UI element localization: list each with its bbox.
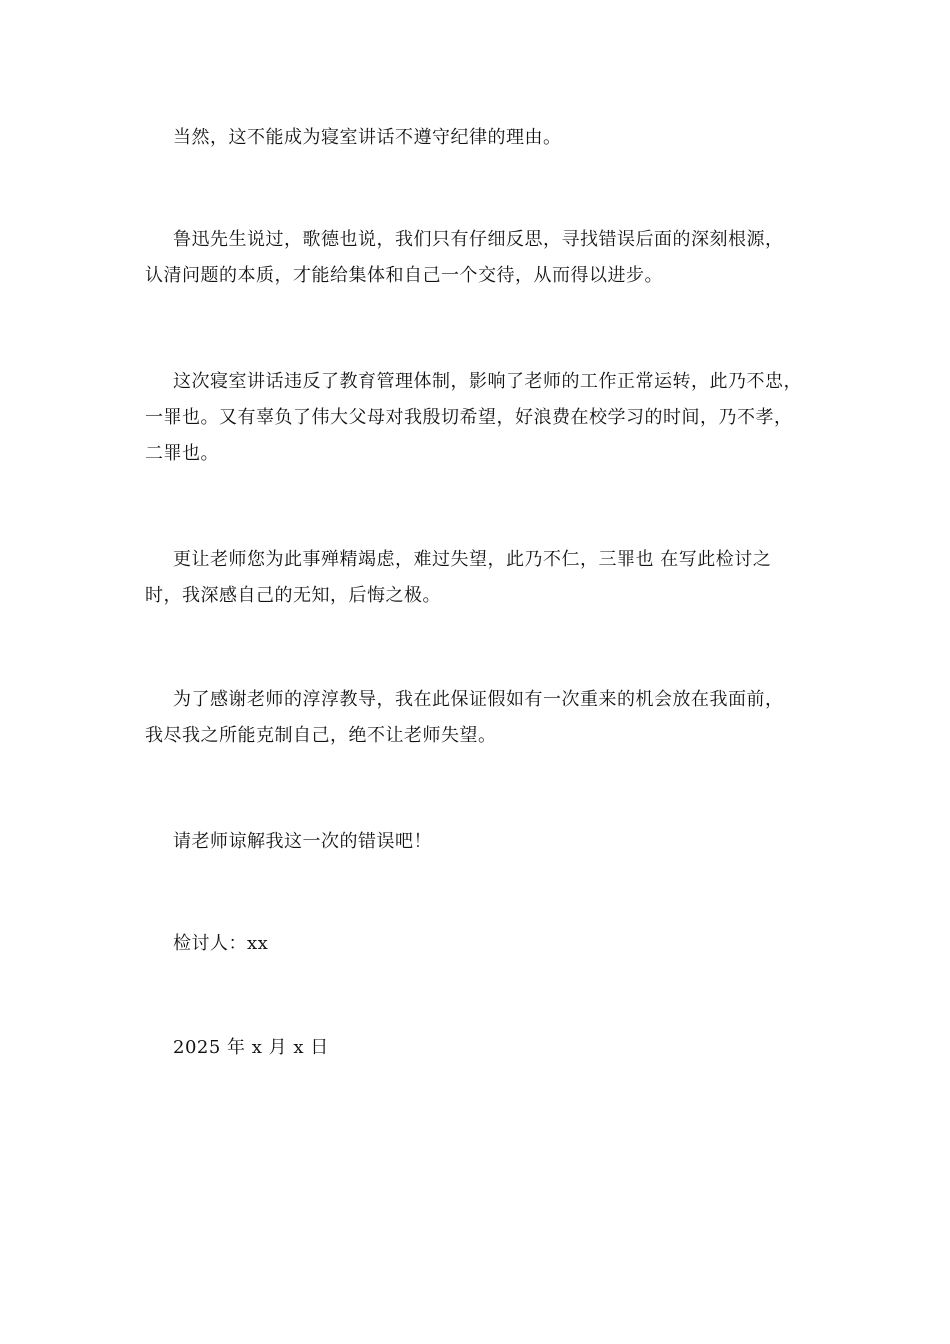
date-text: 2025 年 x 月 x 日 [173,1037,329,1058]
paragraph-lu-xun-quote [145,222,810,294]
paragraph-reason [145,120,810,156]
paragraph-line: 这次寝室讲话违反了教育管理体制，影响了老师的工作正常运转，此乃不忠， [173,371,802,392]
paragraph-line: 更让老师您为此事殚精竭虑，难过失望，此乃不仁，三罪也 在写此检讨之 [173,549,772,570]
paragraph-first-second-fault [145,364,810,472]
paragraph-line: 当然，这不能成为寝室讲话不遵守纪律的理由。 [173,127,562,148]
date-line [145,1030,810,1066]
paragraph-line: 一罪也。又有辜负了伟大父母对我殷切希望，好浪费在校学习的时间，乃不孝， [145,407,793,428]
paragraph-third-fault [145,542,810,614]
signature-line [145,926,810,962]
paragraph-line: 二罪也。 [145,443,219,464]
paragraph-line: 认清问题的本质，才能给集体和自己一个交待，从而得以进步。 [145,265,663,286]
paragraph-line: 请老师谅解我这一次的错误吧！ [173,831,432,852]
paragraph-line: 我尽我之所能克制自己，绝不让老师失望。 [145,725,497,746]
paragraph-apology-request [145,824,810,860]
signature-text: 检讨人：xx [173,933,269,954]
paragraph-line: 时，我深感自己的无知，后悔之极。 [145,585,441,606]
paragraph-line: 为了感谢老师的淳淳教导，我在此保证假如有一次重来的机会放在我面前， [173,689,784,710]
paragraph-promise [145,682,810,754]
paragraph-line: 鲁迅先生说过，歌德也说，我们只有仔细反思，寻找错误后面的深刻根源， [173,229,784,250]
